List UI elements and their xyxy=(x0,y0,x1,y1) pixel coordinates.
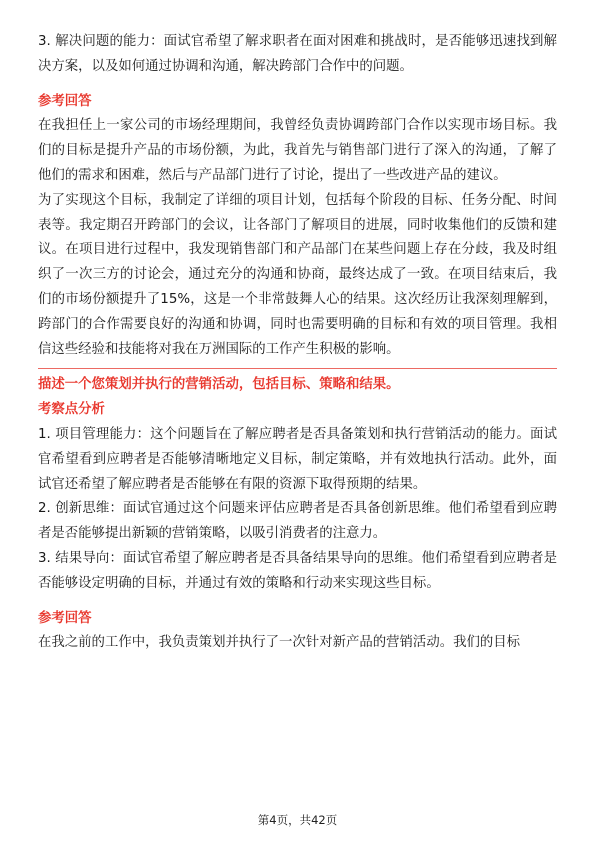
analysis-heading: 考察点分析 xyxy=(38,402,105,418)
question-title: 描述一个您策划并执行的营销活动，包括目标、策略和结果。 xyxy=(38,377,400,393)
answer-paragraph-2: 为了实现这个目标，我制定了详细的项目计划，包括每个阶段的目标、任务分配、时间表等。我定期召开跨部门的会议，让各部门了解项目的进展，同时收集他们的反馈和建议。在项目进行过程中，我发现销售部门和产品部门在某些问题上存在分歧，我及时组织了一次三方的讨论会，通过充分的沟通和协商，最终达成了一致。在项目结束后，我们的市场份额提升了15%，这是一个非常鼓舞人心的结果。这次经历让我深刻理解到，跨部门的合作需要良好的沟通和协调，同时也需要明确的目标和有效的项目管理。我相信这些经验和技能将对我在万洲国际的工作产生积极的影响。 xyxy=(38,192,557,357)
section-divider xyxy=(38,368,557,369)
analysis-item-2: 2. 创新思维：面试官通过这个问题来评估应聘者是否具备创新思维。他们希望看到应聘者是否能够提出新颖的营销策略，以吸引消费者的注意力。 xyxy=(38,501,557,542)
answer-start-paragraph: 在我之前的工作中，我负责策划并执行了一次针对新产品的营销活动。我们的目标 xyxy=(38,635,521,651)
page-number: 第4页，共42页 xyxy=(257,813,338,827)
reference-answer-heading: 参考回答 xyxy=(38,93,92,109)
assessment-item-3: 3. 解决问题的能力：面试官希望了解求职者在面对困难和挑战时，是否能够迅速找到解决方案，以及如何通过协调和沟通，解决跨部门合作中的问题。 xyxy=(38,34,557,74)
reference-answer-heading-2: 参考回答 xyxy=(38,610,92,626)
analysis-item-1: 1. 项目管理能力：这个问题旨在了解应聘者是否具备策划和执行营销活动的能力。面试官希望看到应聘者是否能够清晰地定义目标，制定策略，并有效地执行活动。此外，面试官还希望了解应聘者是否能够在有限的资源下取得预期的结果。 xyxy=(38,426,557,492)
answer-paragraph-1: 在我担任上一家公司的市场经理期间，我曾经负责协调跨部门合作以实现市场目标。我们的目标是提升产品的市场份额，为此，我首先与销售部门进行了深入的沟通，了解了他们的需求和困难，然后与产品部门进行了讨论，提出了一些改进产品的建议。 xyxy=(38,118,557,183)
analysis-item-3: 3. 结果导向：面试官希望了解应聘者是否具备结果导向的思维。他们希望看到应聘者是否能够设定明确的目标，并通过有效的策略和行动来实现这些目标。 xyxy=(38,550,557,591)
